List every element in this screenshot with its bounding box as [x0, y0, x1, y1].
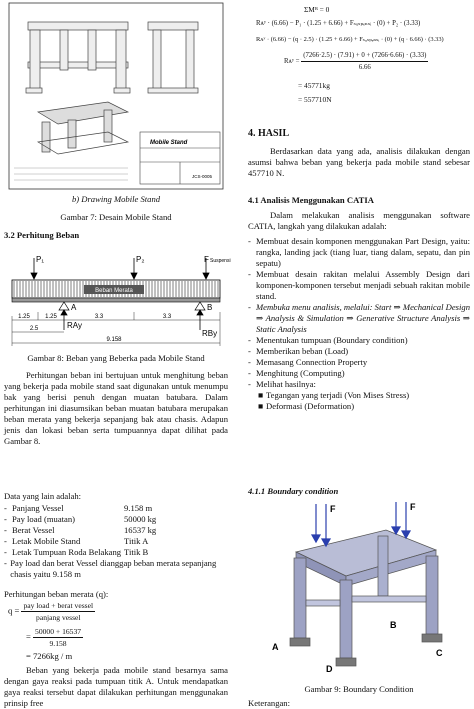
reaction-ray: RAy	[67, 321, 82, 330]
eq-line-4: Rᴀʸ = $\frac{(7266\cdot 2.5) \cdot (7.91) + 0 + (7266\cdot 6.66) \cdot (3.33)}{6.66}$	[284, 52, 427, 71]
step-item: - Memberikan beban (Load)	[248, 346, 349, 356]
fig9-label-a: A	[272, 642, 279, 652]
sub-step-item: ■ Tegangan yang terjadi (Von Mises Stress)	[258, 390, 410, 400]
figure-8	[4, 248, 231, 348]
data-list-item: - Pay load (muatan) 50000 kg	[4, 514, 157, 524]
drawing-title: Mobile Stand	[150, 140, 188, 146]
dim-2: 1.25	[45, 314, 57, 320]
data-list-item: - Berat Vessel 16537 kg	[4, 525, 157, 535]
dim-4: 3.3	[162, 314, 172, 320]
dim-1: 1.25	[18, 314, 30, 320]
boundary-condition-render	[266, 500, 456, 678]
data-list-item: - Pay load dan berat Vessel dianggap beban merata sepanjang chasis yaitu 9.158 m	[4, 558, 217, 579]
eq-moment: ΣMᴮ = 0	[304, 5, 330, 14]
fig9-label-f2: F	[410, 502, 416, 512]
distributed-load-label: Beban Merata	[95, 288, 133, 294]
eq-line-3: Rᴀʸ · (6.66) − (q · 2.5) · (1.25 + 6.66) + Fₛᵤₛₚₑₙₛᵢ · (0) + (q · 6.66) · (3.33)	[256, 36, 444, 43]
fig9-label-c: C	[436, 648, 443, 658]
fig8-caption: Gambar 8: Beban yang Beberka pada Mobile Stand	[27, 353, 205, 363]
step-item: - Membuat desain komponen menggunakan Part Design, yaitu: rangka, landing jack (tiang luar, tiang dalam, sepatu, dan pin sepatu)	[248, 236, 470, 268]
support-b: B	[207, 303, 213, 312]
hasil-paragraph: Berdasarkan data yang ada, analisis dilakukan dengan asumsi bahwa beban yang bekerja pada mobile stand sebesar 457710 N.	[248, 146, 470, 178]
mobile-stand-drawing	[8, 2, 224, 190]
fig7-caption: Gambar 7: Desain Mobile Stand	[60, 212, 172, 222]
load-f: F	[204, 255, 209, 264]
beam-diagram	[4, 248, 231, 348]
eq-result-kg: = 45771kg	[298, 81, 330, 90]
q-result: = 7266kg / m	[26, 651, 73, 661]
data-intro: Data yang lain adalah:	[4, 491, 82, 501]
fig7-subcaption: b) Drawing Mobile Stand	[71, 194, 161, 204]
data-list-item: - Letak Mobile Stand Titik A	[4, 536, 149, 546]
analisis-paragraph: Dalam melakukan analisis menggunakan software CATIA, langkah yang dilakukan adalah:	[248, 210, 470, 231]
reaction-rby: RBy	[202, 329, 218, 338]
step-item: - Membuka menu analisis, melalui: Start ⇒ Mechanical Design ⇒ Analysis & Simulation ⇒ Generative Structure Analysis ⇒ Static Analysis	[248, 302, 470, 334]
figure-9	[266, 500, 456, 678]
fig9-label-d: D	[326, 664, 333, 674]
fig9-label-b: B	[390, 620, 397, 630]
steps-list	[248, 236, 470, 412]
step-item: - Membuat desain rakitan melalui Assembly Design dari komponen-komponen tersebut menjadi sebuah rakitan mobile stand.	[248, 269, 470, 301]
dim-3: 3.3	[94, 314, 104, 320]
bullet-icon: ■	[258, 401, 264, 411]
paragraph-2: Beban yang bekerja pada mobile stand besarnya sama dengan gaya reaksi pada tumpuan titik A. Untuk mendapatkan gaya reaksi tersebut dapat dilakukan perhitungan menggunakan prinsip free	[4, 665, 228, 708]
q-equation-2: = $\frac{50000 + 16537}{9.158}$	[26, 627, 82, 648]
fig9-caption: Gambar 9: Boundary Condition	[304, 684, 414, 694]
fig9-label-f1: F	[330, 504, 336, 514]
data-list	[4, 503, 228, 580]
bullet-icon: ■	[258, 390, 264, 400]
step-item: - Melihat hasilnya:	[248, 379, 316, 389]
keterangan-label: Keterangan:	[248, 698, 290, 708]
load-f-sub: Suspensi	[210, 258, 231, 264]
step-item: - Memasang Connection Property	[248, 357, 368, 367]
section-heading-3-2: 3.2 Perhitung Beban	[4, 230, 80, 240]
sub-step-item: ■ Deformasi (Deformation)	[258, 401, 355, 411]
drawing-code: JCS-0005	[192, 174, 213, 179]
q-intro: Perhitungan beban merata (q):	[4, 589, 109, 599]
data-list-item: - Panjang Vessel 9.158 m	[4, 503, 153, 513]
heading-4-1-1: 4.1.1 Boundary condition	[248, 486, 339, 496]
eq-line-2: Rᴀʸ · (6.66) − P₁ · (1.25 + 6.66) + Fₛᵤₛₚₑₙₛᵢ · (0) + P₂ · (3.33)	[256, 20, 421, 27]
load-p1: P₁	[36, 255, 45, 264]
data-list-item: - Letak Tumpuan Roda Belakang Titik B	[4, 547, 149, 557]
step-item: - Menentukan tumpuan (Boundary condition)	[248, 335, 408, 345]
load-p2: P₂	[136, 255, 145, 264]
eq-result-n: = 557710N	[298, 95, 332, 104]
step-item: - Menghitung (Computing)	[248, 368, 345, 378]
dim-total: 9.158	[106, 337, 122, 343]
q-equation-1: q = $\frac{\text{pay load + berat vessel}}{\text{panjang vessel}}$	[8, 601, 94, 622]
paragraph-1: Perhitungan beban ini bertujuan untuk menghitung beban yang bekerja pada mobile stand saat digunakan untuk menumpu bak yang berisi penuh dengan muatan batubara. Dalam perhitungan ini diasumsikan beban muatan batubara merupakan beban merata yang bekerja sepanjang bak atau chasis. Adapun jenis dan lokasi beban serta tumpuannya dapat dilihat pada Gambar 8.	[4, 370, 228, 446]
heading-hasil: 4. HASIL	[248, 128, 290, 139]
support-a: A	[71, 303, 77, 312]
heading-4-1: 4.1 Analisis Menggunakan CATIA	[248, 195, 374, 205]
figure-7	[8, 2, 224, 190]
dim-2-5: 2.5	[29, 326, 39, 332]
